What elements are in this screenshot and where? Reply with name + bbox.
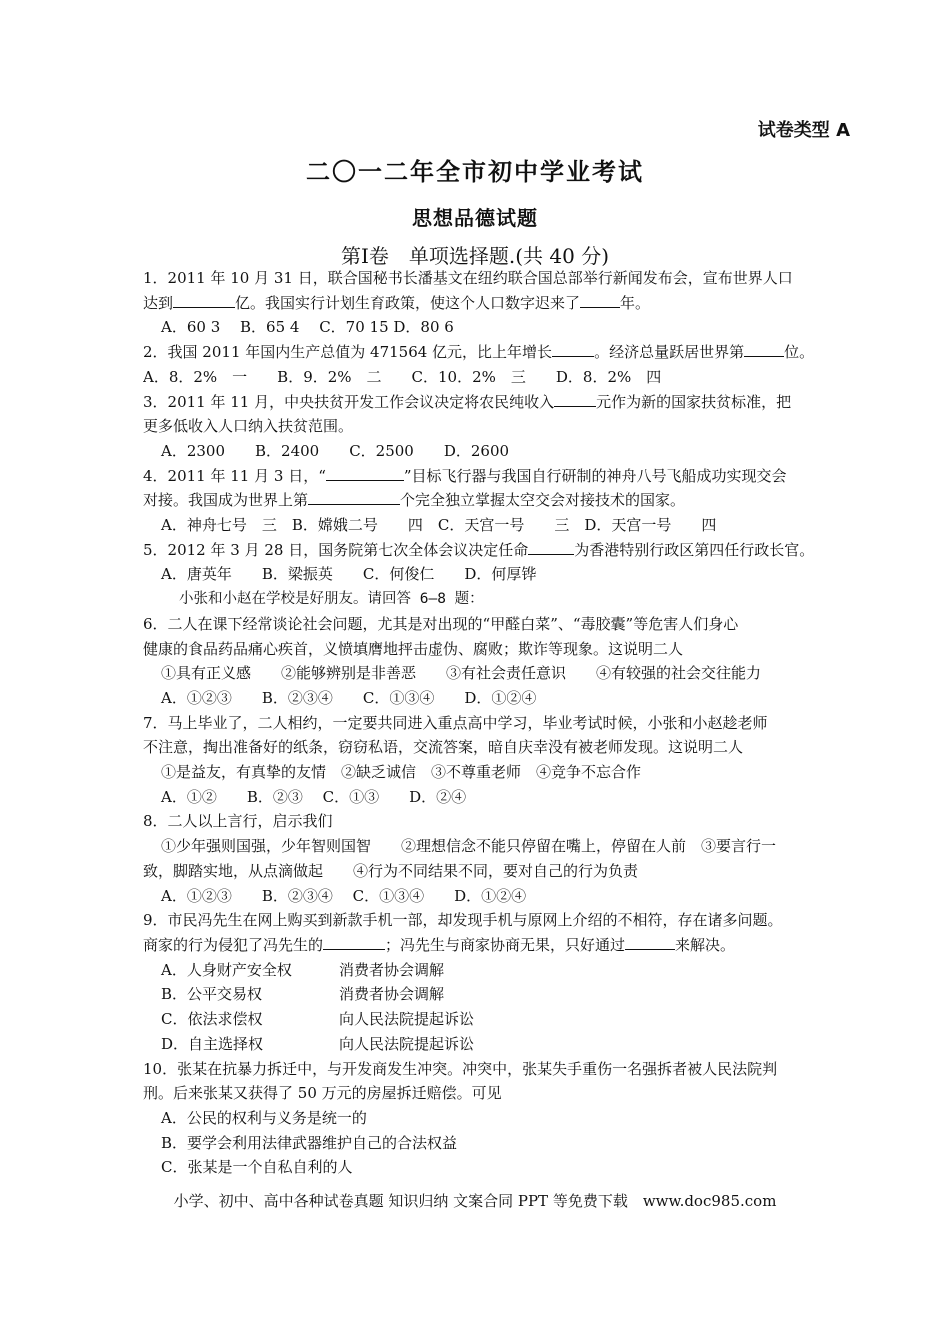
question-7-items: ①是益友，有真挚的友情 ②缺乏诚信 ③不尊重老师 ④竞争不忘合作 [161, 763, 642, 782]
answer-blank [552, 341, 594, 357]
answer-blank [326, 465, 404, 481]
option-remedy: 向人民法院提起诉讼 [339, 1034, 475, 1053]
section-title: 第Ⅰ卷 单项选择题.(共 40 分) [340, 244, 610, 268]
question-9-line-2 [143, 933, 858, 958]
option-right: B．公平交易权 [161, 985, 263, 1004]
q4-text-a: 4．2011 年 11 月 3 日，“ [143, 466, 326, 485]
answer-blank [173, 292, 235, 308]
q4-text-b: ”目标飞行器与我国自行研制的神舟八号飞船成功实现交会 [403, 466, 787, 485]
q9-text-c: 来解决。 [675, 935, 736, 954]
option-right: D．自主选择权 [161, 1034, 264, 1053]
q9-text-b: ；冯先生与商家协商无果，只好通过 [385, 935, 626, 954]
question-2-options: A．8．2% 一 B．9．2% 二 C．10．2% 三 D．8．2% 四 [143, 367, 662, 386]
answer-blank [580, 292, 620, 308]
option-remedy: 消费者协会调解 [339, 985, 445, 1004]
question-7-line-2: 不注意，掏出准备好的纸条，窃窃私语，交流答案，暗自庆幸没有被老师发现。这说明二人 [143, 738, 744, 757]
question-7: 7．马上毕业了，二人相约，一定要共同进入重点高中学习，毕业考试时候，小张和小赵趁老师 [143, 713, 768, 732]
subject-title: 思想品德试题 [412, 206, 538, 230]
answer-blank [528, 539, 574, 555]
q1-text-a: 达到 [143, 293, 174, 312]
exam-title: 二〇一二年全市初中学业考试 [306, 157, 644, 186]
q1-text-b: 亿。我国实行计划生育政策，使这个人口数字迟来了 [235, 293, 581, 312]
q3-text-a: 3．2011 年 11 月，中央扶贫开发工作会议决定将农民纯收入 [143, 392, 555, 411]
question-10-option: A．公民的权利与义务是统一的 [161, 1108, 367, 1127]
question-8: 8．二人以上言行，启示我们 [143, 812, 333, 831]
q5-text-b: 为香港特别行政区第四任行政长官。 [574, 540, 815, 559]
question-9-option [143, 1032, 858, 1057]
question-3-line-2: 更多低收入人口纳入扶贫范围。 [143, 417, 354, 436]
question-8-line-3: 致，脚踏实地，从点滴做起 ④行为不同结果不同，要对自己的行为负责 [143, 861, 639, 880]
question-4-options: A．神舟七号 三 B．嫦娥二号 四 C．天宫一号 三 D．天宫一号 四 [161, 516, 717, 535]
question-1-options: A．60 3 B．65 4 C．70 15 D．80 6 [161, 318, 454, 337]
q2-text-b: 。经济总量跃居世界第 [594, 343, 745, 362]
exam-type-label: 试卷类型 A [757, 120, 850, 141]
question-6-items: ①具有正义感 ②能够辨别是非善恶 ③有社会责任意识 ④有较强的社会交往能力 [161, 664, 762, 683]
q9-text-a: 商家的行为侵犯了冯先生的 [143, 935, 324, 954]
answer-blank [554, 391, 596, 407]
q1-text-c: 年。 [620, 293, 651, 312]
question-6-options: A．①②③ B．②③④ C．①③④ D．①②④ [161, 688, 537, 707]
option-right: A．人身财产安全权 [161, 960, 292, 979]
question-3-options: A．2300 B．2400 C．2500 D．2600 [161, 441, 510, 460]
question-8-options: A．①②③ B．②③④ C．①③④ D．①②④ [161, 886, 527, 905]
question-10: 10．张某在抗暴力拆迁中，与开发商发生冲突。冲突中，张某失手重伤一名强拆者被人民法院判 [143, 1059, 778, 1078]
answer-blank [744, 341, 784, 357]
group-intro: 小张和小赵在学校是好朋友。请回答 6—8 题： [179, 591, 484, 608]
answer-blank [625, 934, 675, 950]
option-remedy: 向人民法院提起诉讼 [339, 1010, 475, 1029]
answer-blank [308, 489, 400, 505]
option-remedy: 消费者协会调解 [339, 960, 445, 979]
question-5-options: A．唐英年 B．梁振英 C．何俊仁 D．何厚铧 [161, 565, 537, 584]
question-body [143, 266, 858, 1180]
page-footer: 小学、初中、高中各种试卷真题 知识归纳 文案合同 PPT 等免费下载 www.doc985.com [173, 1192, 777, 1210]
q4-text-c: 对接。我国成为世界上第 [143, 491, 309, 510]
q2-text-c: 位。 [784, 343, 815, 362]
q2-text-a: 2．我国 2011 年国内生产总值为 471564 亿元，比上年增长 [143, 343, 553, 362]
question-1-line-2 [143, 291, 858, 316]
question-7-options: A．①② B．②③ C．①③ D．②④ [161, 787, 467, 806]
q4-text-d: 个完全独立掌握太空交会对接技术的国家。 [400, 491, 686, 510]
question-6: 6．二人在课下经常谈论社会问题，尤其是对出现的“甲醛白菜”、“毒胶囊”等危害人们身心 [143, 614, 739, 633]
q3-text-b: 元作为新的国家扶贫标准，把 [596, 392, 792, 411]
answer-blank [323, 934, 385, 950]
question-3 [143, 390, 858, 415]
question-9-option [143, 982, 858, 1007]
question-5 [143, 538, 858, 563]
question-10-option: B．要学会利用法律武器维护自己的合法权益 [161, 1133, 458, 1152]
question-2 [143, 340, 858, 365]
question-9-option [143, 1007, 858, 1032]
question-4 [143, 464, 858, 489]
option-right: C．依法求偿权 [161, 1010, 263, 1029]
question-8-line-2: ①少年强则国强，少年智则国智 ②理想信念不能只停留在嘴上，停留在人前 ③要言行一 [161, 837, 777, 856]
question-10-line-2: 刑。后来张某又获得了 50 万元的房屋拆迁赔偿。可见 [143, 1084, 502, 1103]
question-10-option: C．张某是一个自私自利的人 [161, 1158, 353, 1177]
question-4-line-2 [143, 488, 858, 513]
question-1: 1．2011 年 10 月 31 日，联合国秘书长潘基文在纽约联合国总部举行新闻发布会，宣布世界人口 [143, 269, 793, 287]
question-9: 9．市民冯先生在网上购买到新款手机一部，却发现手机与原网上介绍的不相符，存在诸多问题。 [143, 911, 783, 930]
question-6-line-2: 健康的食品药品痛心疾首，义愤填膺地抨击虚伪、腐败；欺诈等现象。这说明二人 [143, 639, 684, 658]
q5-text-a: 5．2012 年 3 月 28 日，国务院第七次全体会议决定任命 [143, 540, 529, 559]
question-9-option [143, 958, 858, 983]
